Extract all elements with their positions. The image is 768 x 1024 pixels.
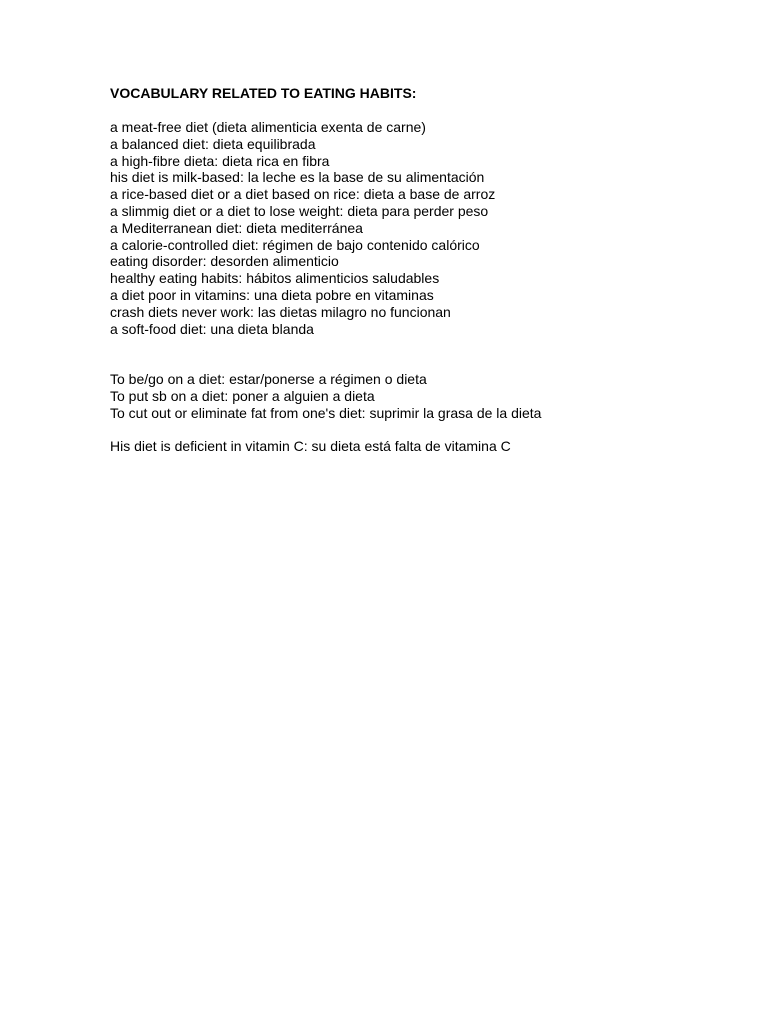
example-sentence: His diet is deficient in vitamin C: su dieta está falta de vitamina C <box>110 438 511 454</box>
phrase-item: To be/go on a diet: estar/ponerse a régimen o dieta <box>110 371 427 387</box>
phrases-list <box>110 371 541 421</box>
vocabulary-item: a soft-food diet: una dieta blanda <box>110 320 314 337</box>
vocabulary-item: healthy eating habits: hábitos alimenticios saludables <box>110 270 440 287</box>
vocabulary-item: a diet poor in vitamins: una dieta pobre en vitaminas <box>110 286 434 303</box>
vocabulary-list <box>110 119 495 337</box>
vocabulary-item: his diet is milk-based: la leche es la base de su alimentación <box>110 169 485 186</box>
vocabulary-item: a high-fibre dieta: dieta rica en fibra <box>110 152 330 169</box>
vocabulary-item: a calorie-controlled diet: régimen de bajo contenido calórico <box>110 236 480 253</box>
document-title: VOCABULARY RELATED TO EATING HABITS: <box>110 85 417 101</box>
vocabulary-item: eating disorder: desorden alimenticio <box>110 253 339 270</box>
phrase-item: To put sb on a diet: poner a alguien a dieta <box>110 387 375 404</box>
vocabulary-item: a balanced diet: dieta equilibrada <box>110 135 316 152</box>
vocabulary-item: a Mediterranean diet: dieta mediterránea <box>110 219 363 236</box>
phrase-item: To cut out or eliminate fat from one's diet: suprimir la grasa de la dieta <box>110 404 542 421</box>
vocabulary-item: a meat-free diet (dieta alimenticia exenta de carne) <box>110 119 426 135</box>
vocabulary-item: crash diets never work: las dietas milagro no funcionan <box>110 303 451 320</box>
vocabulary-item: a rice-based diet or a diet based on rice: dieta a base de arroz <box>110 186 496 203</box>
vocabulary-item: a slimmig diet or a diet to lose weight: dieta para perder peso <box>110 202 489 219</box>
example-block <box>110 438 511 455</box>
